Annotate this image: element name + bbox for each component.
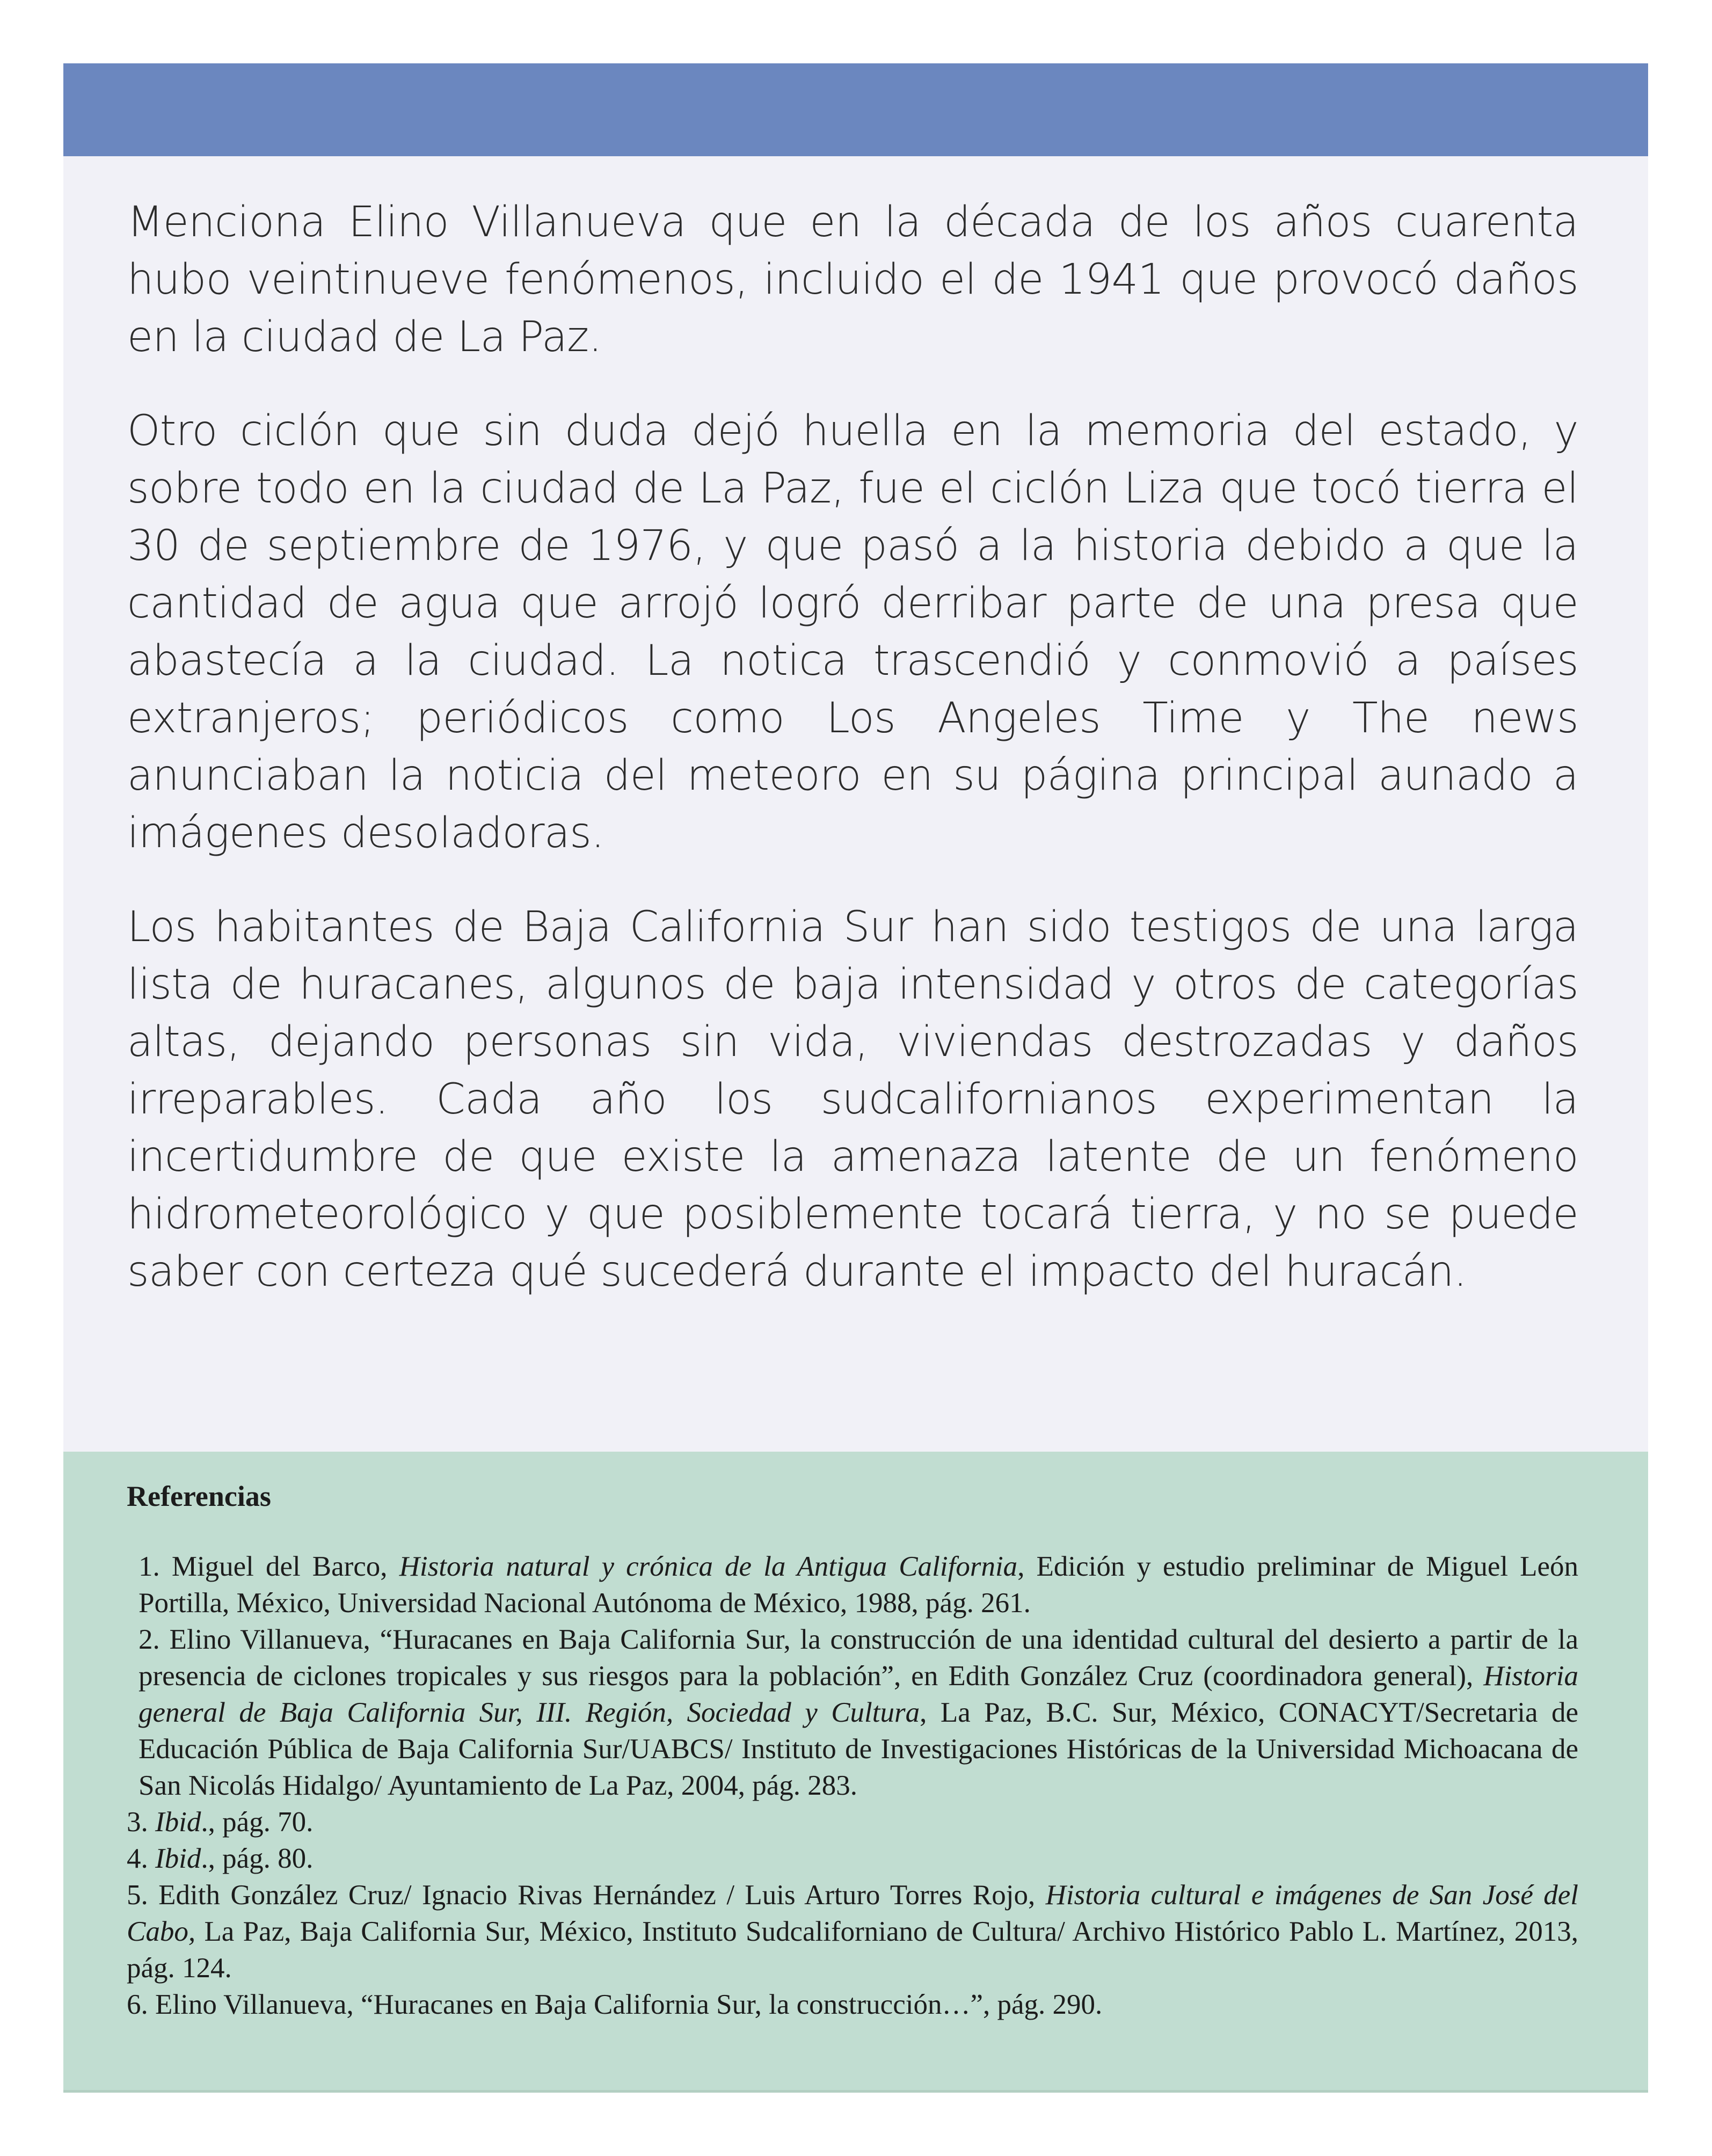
reference-text: , Edición y estudio preliminar de Miguel León Portilla, México, Universidad Nacional Autónoma de México, 1988, pág. 261. bbox=[139, 1551, 1579, 1619]
reference-number: 1. bbox=[139, 1551, 160, 1582]
header-band bbox=[63, 63, 1648, 156]
reference-title: Ibid bbox=[155, 1807, 201, 1838]
references-panel bbox=[63, 1452, 1648, 2093]
reference-text: ., pág. 80. bbox=[201, 1843, 314, 1874]
reference-item-6 bbox=[127, 1986, 1578, 2023]
reference-item-4 bbox=[127, 1840, 1578, 1877]
body-paragraph-2: Otro ciclón que sin duda dejó huella en la memoria del estado, y sobre todo en la ciudad de La Paz, fue el ciclón Liza que tocó tierra el 30 de septiembre de 1976, y que pasó a la historia debido a que la cantidad de agua que arrojó logró derribar parte de una presa que abastecía a la ciudad. La notica trascendió y conmovió a países extranjeros; periódicos como Los Angeles Time y The news anunciaban la noticia del meteoro en su página principal aunado a imágenes desoladoras. bbox=[127, 407, 1578, 857]
reference-text: Miguel del Barco, bbox=[171, 1551, 399, 1582]
reference-text: ., pág. 70. bbox=[201, 1807, 314, 1838]
reference-item-2 bbox=[127, 1621, 1578, 1804]
reference-item-1 bbox=[127, 1548, 1578, 1621]
reference-title: Historia natural y crónica de la Antigua California bbox=[399, 1551, 1018, 1582]
reference-text: Edith González Cruz/ Ignacio Rivas Hernández / Luis Arturo Torres Rojo, bbox=[158, 1880, 1046, 1911]
reference-number: 2. bbox=[139, 1624, 160, 1655]
reference-number: 5. bbox=[127, 1880, 148, 1911]
body-paragraph-1: Menciona Elino Villanueva que en la década de los años cuarenta hubo veintinueve fenómenos, incluido el de 1941 que provocó daños en la ciudad de La Paz. bbox=[127, 198, 1578, 361]
body-paragraph-3: Los habitantes de Baja California Sur han sido testigos de una larga lista de huracanes, algunos de baja intensidad y otros de categorías altas, dejando personas sin vida, viviendas destrozadas y daños irreparables. Cada año los sudcalifornianos experimentan la incertidumbre de que existe la amenaza latente de un fenómeno hidrometeorológico y que posiblemente tocará tierra, y no se puede saber con certeza qué sucederá durante el impacto del huracán. bbox=[127, 903, 1578, 1296]
reference-title: Historia general de Baja California Sur, III. Región, Sociedad y Cultura bbox=[139, 1660, 1578, 1728]
reference-number: 3. bbox=[127, 1807, 148, 1838]
reference-title: Historia cultural e imágenes de San José del Cabo, bbox=[127, 1880, 1578, 1947]
reference-title: Ibid bbox=[155, 1843, 201, 1874]
reference-item-5 bbox=[127, 1877, 1578, 1986]
reference-text: La Paz, Baja California Sur, México, Instituto Sudcaliforniano de Cultura/ Archivo Histórico Pablo L. Martínez, 2013, pág. 124. bbox=[127, 1916, 1578, 1984]
reference-text: , La Paz, B.C. Sur, México, CONACYT/Secretaria de Educación Pública de Baja California Sur/UABCS/ Instituto de Investigaciones Históricas de la Universidad Michoacana de San Nicolás Hidalgo/ Ayuntamiento de La Paz, 2004, pág. 283. bbox=[139, 1697, 1578, 1801]
reference-item-3 bbox=[127, 1804, 1578, 1840]
reference-number: 6. bbox=[127, 1989, 148, 2020]
reference-text: Elino Villanueva, “Huracanes en Baja California Sur, la construcción…”, pág. 290. bbox=[155, 1989, 1103, 2020]
reference-text: Elino Villanueva, “Huracanes en Baja California Sur, la construcción de una identidad cultural del desierto a partir de la presencia de ciclones tropicales y sus riesgos para la población”, en Edith González Cruz (coordinadora general), bbox=[139, 1624, 1578, 1692]
references-title: Referencias bbox=[127, 1480, 271, 1512]
main-text-panel bbox=[63, 156, 1648, 1452]
reference-number: 4. bbox=[127, 1843, 148, 1874]
